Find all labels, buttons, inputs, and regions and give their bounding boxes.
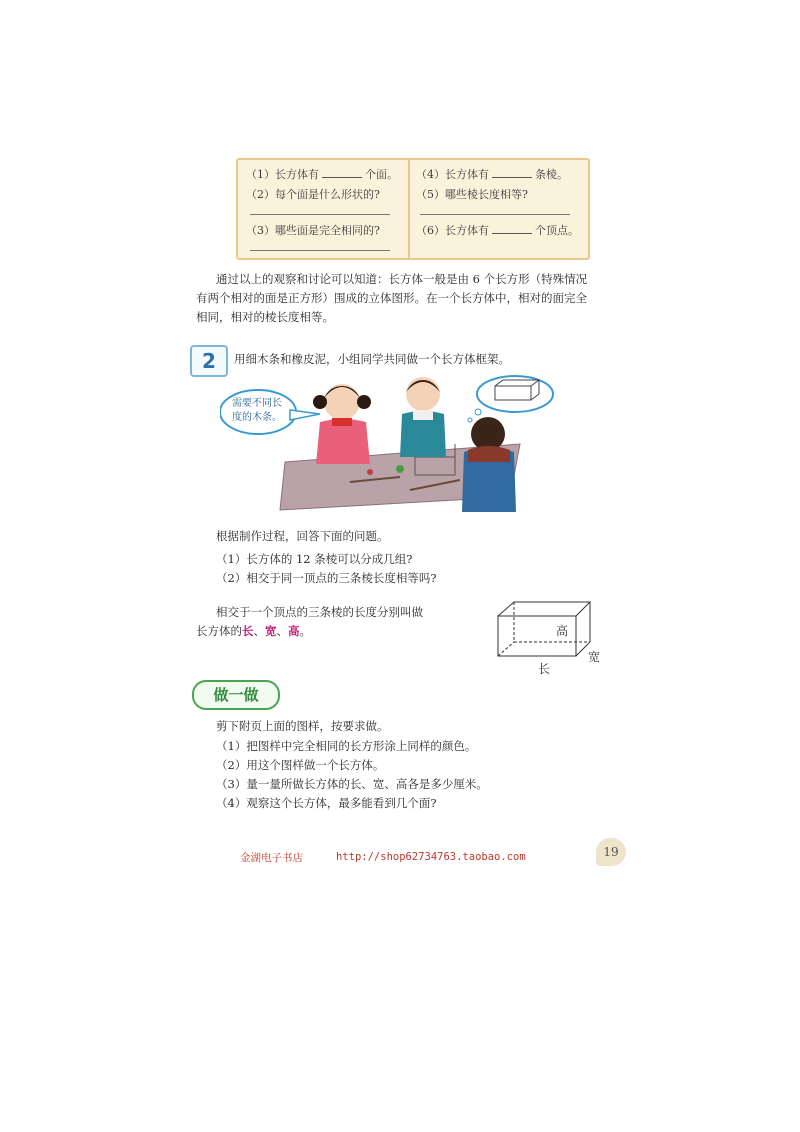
definition-end: 。 bbox=[299, 624, 311, 638]
section2-instruction: 用细木条和橡皮泥，小组同学共同做一个长方体框架。 bbox=[234, 352, 510, 366]
q3-answer-line bbox=[250, 250, 390, 251]
term-height: 高 bbox=[288, 624, 300, 638]
separator-2: 、 bbox=[276, 624, 288, 638]
question-3: （3）哪些面是完全相同的? bbox=[246, 224, 380, 237]
q4-suffix: 条棱。 bbox=[535, 168, 568, 181]
activity-item-1: （1）把图样中完全相同的长方形涂上同样的颜色。 bbox=[216, 739, 477, 753]
section2-question-1: （1）长方体的 12 条棱可以分成几组? bbox=[216, 552, 413, 566]
separator-1: 、 bbox=[253, 624, 265, 638]
summary-line-3: 相同，相对的棱长度相等。 bbox=[196, 310, 334, 324]
q1-suffix: 个面。 bbox=[365, 168, 398, 181]
footer-shop-name: 金湖电子书店 bbox=[240, 852, 303, 864]
question-2: （2）每个面是什么形状的? bbox=[246, 188, 380, 201]
diagram-height-label: 高 bbox=[556, 624, 569, 638]
definition-line-1: 相交于一个顶点的三条棱的长度分别叫做 bbox=[216, 605, 423, 619]
box-divider bbox=[408, 160, 410, 258]
activity-item-2: （2）用这个图样做一个长方体。 bbox=[216, 758, 385, 772]
diagram-length-label: 长 bbox=[538, 662, 551, 676]
section-number-badge: 2 bbox=[190, 345, 228, 377]
q1-text: （1）长方体有 bbox=[246, 168, 319, 181]
activity-item-3: （3）量一量所做长方体的长、宽、高各是多少厘米。 bbox=[216, 777, 488, 791]
term-width: 宽 bbox=[265, 624, 277, 638]
speech-line-2: 度的木条。 bbox=[232, 412, 282, 423]
activity-intro: 剪下附页上面的图样，按要求做。 bbox=[216, 719, 389, 733]
q6-suffix: 个顶点。 bbox=[535, 224, 579, 237]
activity-badge: 做一做 bbox=[192, 680, 280, 710]
page-number: 19 bbox=[596, 838, 626, 866]
q2-answer-line bbox=[250, 214, 390, 215]
definition-prefix: 长方体的 bbox=[196, 624, 242, 638]
question-6 bbox=[416, 222, 579, 238]
q6-blank bbox=[492, 224, 532, 234]
term-length: 长 bbox=[242, 624, 254, 638]
q1-blank bbox=[322, 168, 362, 178]
footer-url[interactable]: http://shop62734763.taobao.com bbox=[336, 851, 526, 863]
q5-answer-line bbox=[420, 214, 570, 215]
diagram-width-label: 宽 bbox=[588, 650, 601, 664]
question-5: （5）哪些棱长度相等? bbox=[416, 188, 528, 201]
kids-building-illustration bbox=[220, 372, 560, 518]
activity-item-4: （4）观察这个长方体，最多能看到几个面? bbox=[216, 796, 437, 810]
section2-prompt: 根据制作过程，回答下面的问题。 bbox=[216, 529, 389, 543]
q4-text: （4）长方体有 bbox=[416, 168, 489, 181]
speech-line-1: 需要不同长 bbox=[232, 398, 282, 409]
definition-line-2 bbox=[196, 622, 311, 641]
speech-bubble-text bbox=[232, 397, 282, 425]
summary-line-2: 有两个相对的面是正方形）围成的立体图形。在一个长方体中，相对的面完全 bbox=[196, 291, 587, 305]
question-box bbox=[236, 158, 590, 260]
summary-line-1: 通过以上的观察和讨论可以知道：长方体一般是由 6 个长方形（特殊情况 bbox=[216, 272, 588, 286]
section2-question-2: （2）相交于同一顶点的三条棱长度相等吗? bbox=[216, 571, 437, 585]
q4-blank bbox=[492, 168, 532, 178]
question-1 bbox=[246, 166, 398, 182]
question-4 bbox=[416, 166, 568, 182]
q6-text: （6）长方体有 bbox=[416, 224, 489, 237]
